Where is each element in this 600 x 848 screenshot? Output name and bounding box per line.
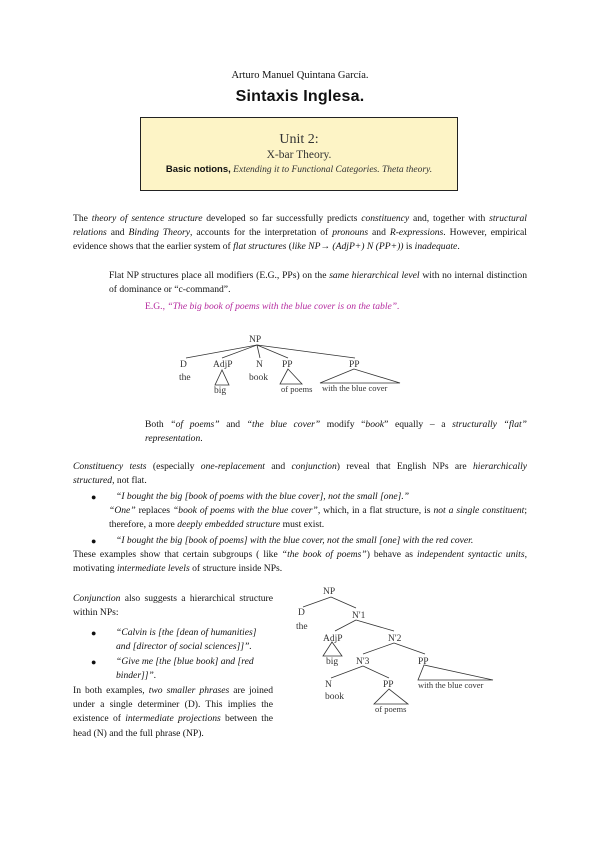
tree1-with-the-blue-cover: with the blue cover [322,383,388,393]
text-segment: constituency [361,213,410,224]
tree1-the: the [179,373,191,383]
text-segment: “I bought the big [book of poems with the blue cover], not the small [one].” [116,491,410,502]
text-segment: , which, in a flat structure, is [317,505,434,516]
tree2-pp-inner: PP [383,680,394,690]
text-segment: , accounts for the interpretation of [190,227,333,239]
tree1-of-poems: of poems [281,384,313,394]
bullet-calvin-text [116,626,273,654]
hierarchical-np-tree-diagram [290,584,505,714]
bullet-dot: ● [91,492,97,502]
tree1-n: N [256,360,263,370]
text-segment: structural relations [73,213,527,239]
text-segment: conjunction [291,461,337,472]
text-segment: with no internal distinction of dominance or “c-command”. [109,270,527,296]
tree2-big: big [326,657,339,667]
text-segment: ; therefore, a more [109,505,527,531]
unit-name: X-bar Theory. [266,149,332,161]
document-title: Sintaxis Inglesa. [235,88,365,105]
text-segment: “Calvin is [the [dean of humanities] and [director of social sciences]]”. [116,627,257,653]
paragraph-conjunction [73,592,273,620]
text-segment: pronouns [332,227,369,239]
text-segment: is [403,241,415,253]
text-segment: developed so far successfully predicts [202,213,362,224]
text-segment: must exist. [280,519,325,531]
text-segment: Constituency tests [73,461,147,472]
bullet-one-replacement-text [116,490,527,504]
tree2-np: NP [323,587,336,597]
paragraph-constituency [73,460,527,488]
bullet-give-me-text [116,655,273,683]
text-segment: These examples show that certain subgroups ( like [73,549,282,560]
paragraph-intro [73,212,527,255]
unit-topics [141,164,457,175]
bullet-red-cover-text [116,534,527,548]
text-segment: intermediate levels [116,563,190,575]
bullet-dot: ● [91,628,97,638]
text-segment: and [106,227,129,239]
text-segment: and, together with [409,213,490,224]
tree2-pp-right: PP [418,657,429,667]
text-segment: hierarchically structured [73,461,527,487]
text-segment: Conjunction [73,593,121,604]
text-segment: Both [145,419,171,430]
tree1-np: NP [249,335,262,345]
text-segment: intermediate projections [125,713,221,725]
bullet-dot: ● [91,536,97,546]
paragraph-both-examples [73,684,273,741]
text-segment: like NP→ (AdjP+) N (PP+)) [291,241,404,253]
tree1-adjp: AdjP [213,360,233,370]
text-segment: . However, empirical evidence shows that the earlier system of [73,227,527,253]
text-segment: R-expressions [389,227,444,239]
tree1-pp1: PP [282,360,293,370]
example-sentence [145,300,527,314]
text-segment: , motivating [73,549,527,575]
text-segment: “I bought the big [book of poems] with the blue cover, not the small [one] with the red cover. [116,535,474,546]
tree2-the: the [296,622,308,632]
unit-number: Unit 2: [279,132,319,147]
text-segment: modify “ [320,419,366,430]
text-segment: “book of poems with the blue cover” [172,505,318,516]
text-segment: inadequate [414,241,458,253]
text-segment: Flat NP structures place all modifiers (E.G., PPs) on the [109,270,330,281]
text-segment: one-replacement [200,461,265,472]
unit-topics-rest: Extending it to Functional Categories. Theta theory. [230,165,433,175]
tree2-of-poems: of poems [375,704,407,714]
text-segment: . [457,241,460,253]
text-segment: and [368,227,390,239]
text-segment: . [200,433,203,445]
text-segment: also suggests a hierarchical structure within NPs: [73,593,273,619]
tree1-d: D [180,360,187,370]
text-segment: book [365,419,385,430]
paragraph-flat-np [109,269,527,297]
example-label: E.G., [145,301,165,312]
text-segment: ( [286,241,292,253]
text-segment: independent syntactic units [416,549,525,560]
text-segment: “Give me [the [blue book] and [red binder]]”. [116,656,254,682]
tree2-adjp: AdjP [323,634,343,644]
bullet-one-explanation [109,504,527,532]
paragraph-subgroups [73,548,527,576]
text-segment: same hierarchical level [329,270,420,281]
tree2-with-the-blue-cover: with the blue cover [418,680,484,690]
text-segment: replaces [135,505,173,516]
tree2-n: N [325,680,332,690]
flat-np-tree-diagram [170,330,410,402]
tree2-n3: N'3 [356,657,370,667]
text-segment: “the blue cover” [246,419,321,430]
text-segment: between the head (N) and the full phrase (NP). [73,713,274,739]
text-segment: deeply embedded structure [177,519,281,531]
text-segment: “One” [109,505,136,516]
tree1-big: big [214,386,227,396]
text-segment: The [73,213,92,224]
text-segment: and [264,461,292,472]
text-segment: Binding Theory [128,227,190,239]
bullet-dot: ● [91,657,97,667]
text-segment: In both examples, [73,685,149,696]
text-segment: , not flat. [112,475,147,487]
text-segment: two smaller phrases [148,685,230,696]
text-segment: ” equally – a [384,419,453,430]
tree2-book: book [325,692,344,702]
text-segment: are joined under a single determiner (D). This implies the existence of [73,685,273,725]
unit-heading-box [140,117,458,191]
text-segment: “of poems” [170,419,220,430]
author-line: Arturo Manuel Quintana García. [231,70,369,81]
text-segment: of structure inside NPs. [189,563,283,575]
text-segment: theory of sentence structure [91,213,203,224]
text-segment: ) reveal that English NPs are [336,461,473,472]
text-segment: “the book of poems” [281,549,367,560]
text-segment: and [219,419,247,430]
example-text: “The big book of poems with the blue cover is on the table”. [164,301,400,312]
tree1-pp2: PP [349,360,360,370]
text-segment: (especially [146,461,201,472]
tree2-n2: N'2 [388,634,402,644]
tree2-n1: N'1 [352,611,366,621]
tree2-d: D [298,608,305,618]
text-segment: flat structures [233,241,287,253]
text-segment: ) behave as [366,549,417,560]
paragraph-both-modify [145,418,527,446]
unit-topics-bold: Basic notions, [165,164,231,175]
tree1-book: book [249,373,268,383]
text-segment: structurally “flat” representation [145,419,528,445]
text-segment: not a single constituent [433,505,525,516]
